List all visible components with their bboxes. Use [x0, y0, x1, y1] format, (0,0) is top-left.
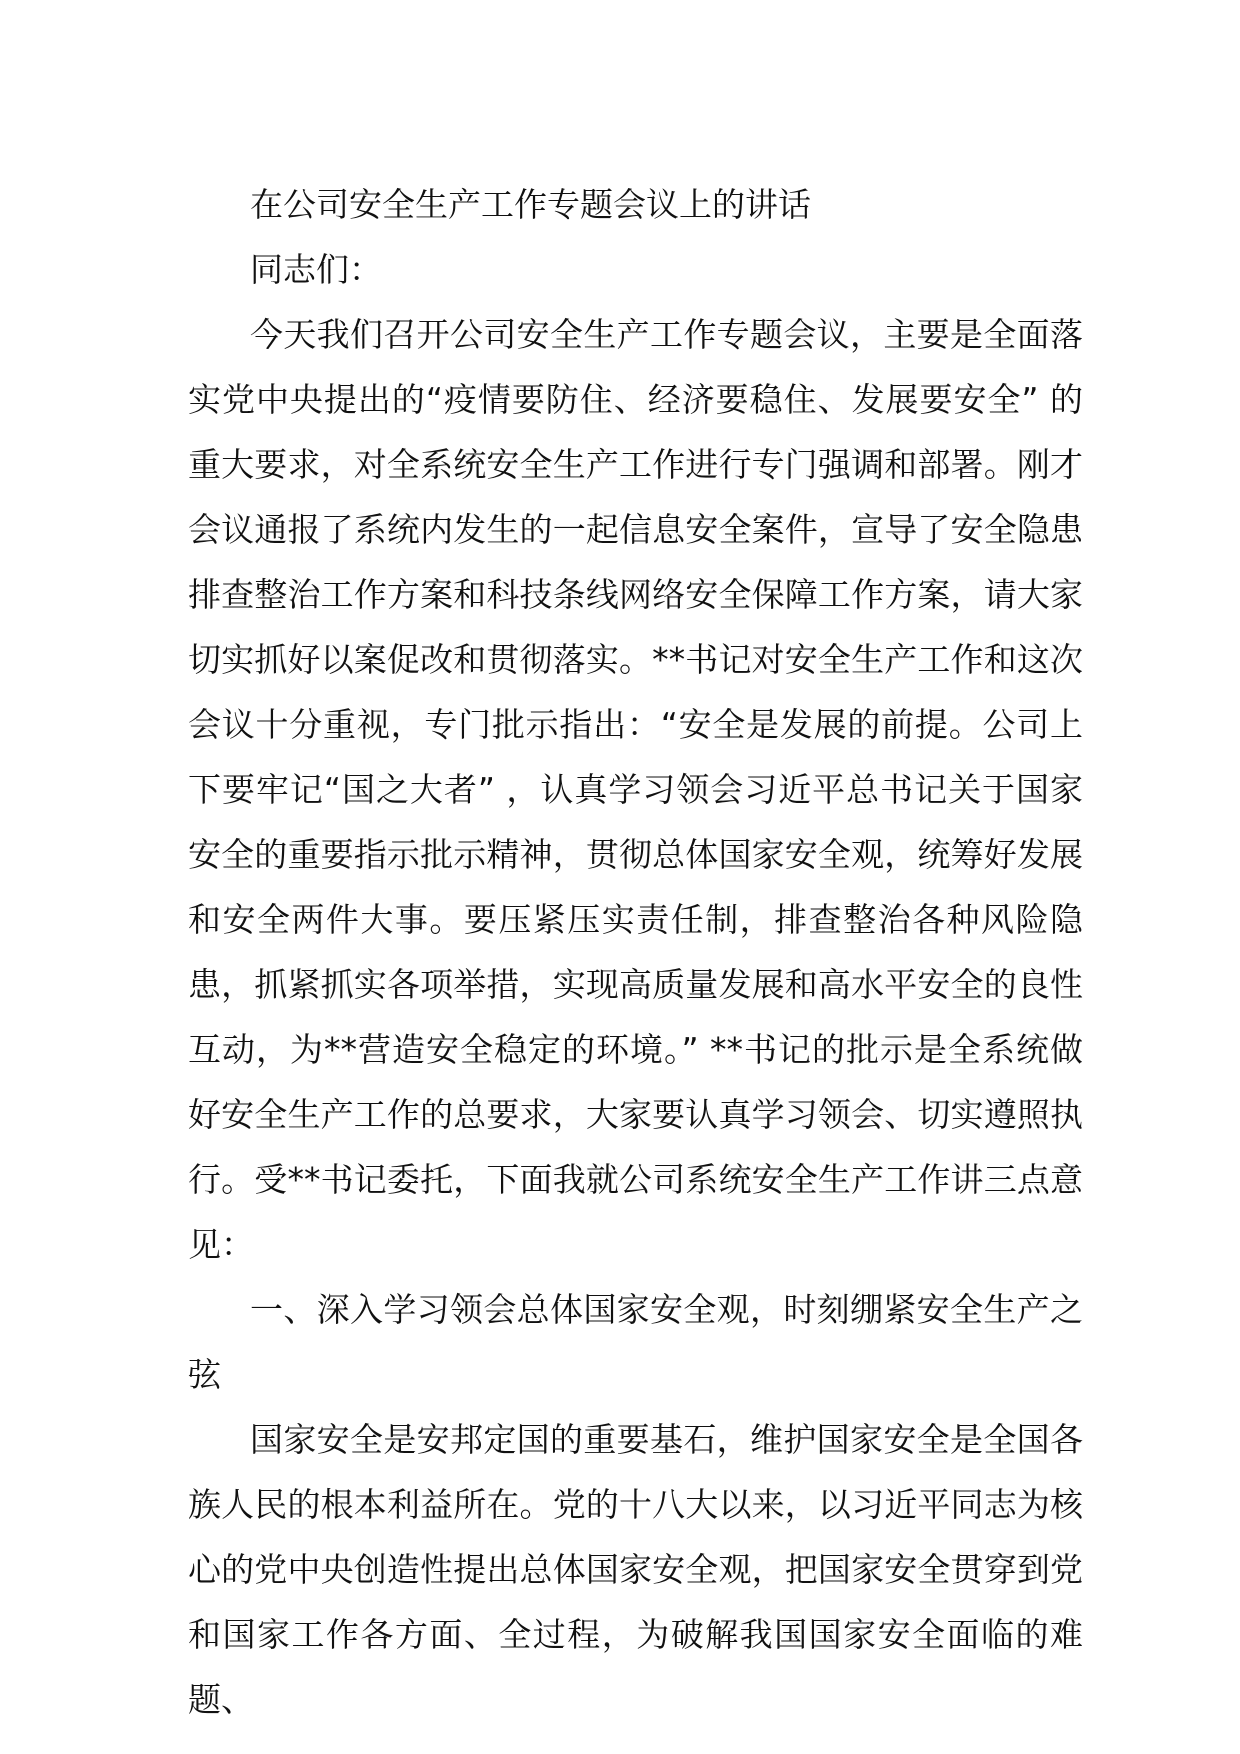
- document-title: 在公司安全生产工作专题会议上的讲话: [250, 185, 811, 224]
- salutation: 同志们：: [250, 250, 382, 289]
- section-heading-1: 一、深入学习领会总体国家安全观，时刻绷紧安全生产之弦: [188, 1290, 1083, 1394]
- document-body: [188, 172, 1083, 1732]
- paragraph-intro: 今天我们召开公司安全生产工作专题会议，主要是全面落实党中央提出的“疫情要防住、经济要稳住、发展要安全” 的重大要求，对全系统安全生产工作进行专门强调和部署。刚才会议通报了系统内发生的一起信息安全案件，宣导了安全隐患排查整治工作方案和科技条线网络安全保障工作方案，请大家切实抓好以案促改和贯彻落实。**书记对安全生产工作和这次会议十分重视，专门批示指出：“安全是发展的前提。公司上下要牢记“国之大者” ，认真学习领会习近平总书记关于国家安全的重要指示批示精神，贯彻总体国家安全观，统筹好发展和安全两件大事。要压紧压实责任制，排查整治各种风险隐患，抓紧抓实各项举措，实现高质量发展和高水平安全的良性互动，为**营造安全稳定的环境。” **书记的批示是全系统做好安全生产工作的总要求，大家要认真学习领会、切实遵照执行。受**书记委托，下面我就公司系统安全生产工作讲三点意见：: [188, 315, 1083, 1264]
- paragraph-section-1: 国家安全是安邦定国的重要基石，维护国家安全是全国各族人民的根本利益所在。党的十八大以来，以习近平同志为核心的党中央创造性提出总体国家安全观，把国家安全贯穿到党和国家工作各方面、全过程，为破解我国国家安全面临的难题、: [188, 1420, 1083, 1719]
